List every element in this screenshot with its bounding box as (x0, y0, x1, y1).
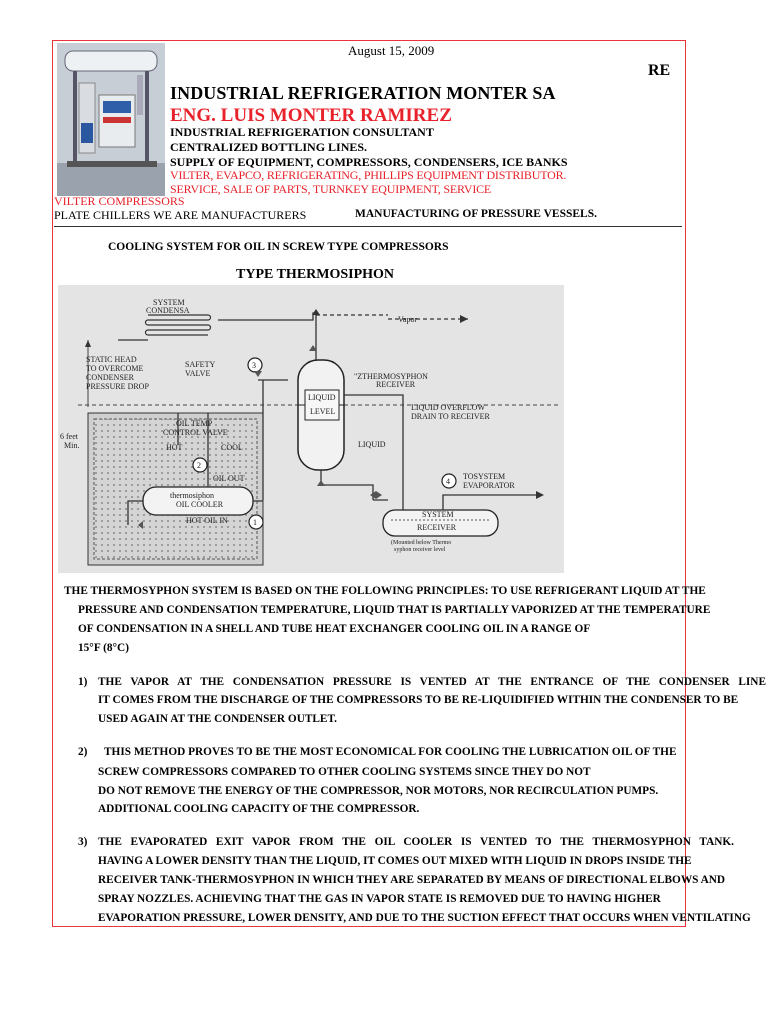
diagram-label: HOT OIL IN (186, 516, 228, 525)
diagram-label: 6 feet (60, 432, 78, 441)
distributor-line: VILTER, EVAPCO, REFRIGERATING, PHILLIPS EQUIPMENT DISTRIBUTOR. (170, 168, 567, 182)
diagram-label: TOSYSTEM (463, 472, 506, 481)
diagram-label: TO OVERCOME (86, 364, 144, 373)
diagram-number: 1 (253, 518, 257, 527)
diagram-label: CONTROL VALVE (163, 428, 228, 437)
diagram-label: OIL COOLER (176, 500, 224, 509)
service-line: INDUSTRIAL REFRIGERATION CONSULTANT (170, 125, 434, 139)
diagram-label: HOT (166, 443, 183, 452)
diagram-label: thermosiphon (170, 491, 214, 500)
thermosiphon-diagram (58, 285, 564, 573)
diagram-label: (Mounted below Thermo (391, 540, 452, 546)
item-line: EVAPORATION PRESSURE, LOWER DENSITY, AND DUE TO THE SUCTION EFFECT THAT OCCURS WHEN VENTILATING (98, 912, 751, 924)
item-number: 3) (78, 836, 88, 848)
diagram-label: LIQUID (358, 440, 386, 449)
diagram-label: SAFETY (185, 360, 216, 369)
diagram-label: SYSTEM (153, 298, 185, 307)
plate-chillers-line: PLATE CHILLERS WE ARE MANUFACTURERS (54, 208, 307, 222)
diagram-label: "ZTHERMOSYPHON (354, 372, 428, 381)
header-divider (54, 226, 682, 227)
item-line: DO NOT REMOVE THE ENERGY OF THE COMPRESSOR, NOR MOTORS, NOR RECIRCULATION PUMPS. (98, 785, 659, 797)
service-line: CENTRALIZED BOTTLING LINES. (170, 140, 368, 154)
diagram-label: LIQUID (308, 393, 336, 402)
item-line: RECEIVER TANK-THERMOSYPHON IN WHICH THEY ARE SEPARATED BY MEANS OF DIRECTIONAL ELBOWS AND (98, 874, 726, 886)
item-line: HAVING A LOWER DENSITY THAN THE LIQUID, IT COMES OUT MIXED WITH LIQUID IN DROPS INSIDE THE (98, 855, 692, 867)
section-title: COOLING SYSTEM FOR OIL IN SCREW TYPE COMPRESSORS (108, 241, 449, 253)
diagram-label: PRESSURE DROP (86, 382, 149, 391)
diagram-label: syphon receiver level (394, 547, 446, 553)
item-number: 1) (78, 676, 88, 688)
diagram-label: EVAPORATOR (463, 481, 515, 490)
diagram-label: OIL OUT (213, 474, 245, 483)
distributor-line: SERVICE, SALE OF PARTS, TURNKEY EQUIPMENT, SERVICE (170, 182, 492, 196)
diagram-label: DRAIN TO RECEIVER (411, 412, 490, 421)
compressor-photo (57, 43, 165, 196)
diagram-label: LEVEL (310, 407, 336, 416)
item-line: USED AGAIN AT THE CONDENSER OUTLET. (98, 713, 337, 725)
intro-line: THE THERMOSYPHON SYSTEM IS BASED ON THE FOLLOWING PRINCIPLES: TO USE REFRIGERANT LIQUID AT THE (64, 585, 706, 597)
diagram-label: VALVE (185, 369, 211, 378)
item-number: 2) (78, 746, 88, 758)
service-line: SUPPLY OF EQUIPMENT, COMPRESSORS, CONDENSERS, ICE BANKS (170, 155, 568, 169)
company-name: INDUSTRIAL REFRIGERATION MONTER SA (170, 83, 556, 103)
intro-line: OF CONDENSATION IN A SHELL AND TUBE HEAT EXCHANGER COOLING OIL IN A RANGE OF (78, 623, 591, 635)
diagram-label: OIL TEMP (176, 419, 213, 428)
item-line: SCREW COMPRESSORS COMPARED TO OTHER COOLING SYSTEMS SINCE THEY DO NOT (98, 766, 591, 778)
item-line: ADDITIONAL COOLING CAPACITY OF THE COMPRESSOR. (98, 803, 420, 815)
diagram-label: Min. (64, 441, 80, 450)
diagram-label: Vapor (398, 315, 418, 324)
pressure-vessels-line: MANUFACTURING OF PRESSURE VESSELS. (355, 208, 597, 220)
diagram-number: 3 (252, 361, 256, 370)
item-line: THIS METHOD PROVES TO BE THE MOST ECONOMICAL FOR COOLING THE LUBRICATION OIL OF THE (104, 746, 677, 758)
diagram-label: LIQUID OVERFLOW (411, 403, 485, 412)
intro-line: 15°F (8°C) (78, 642, 129, 654)
diagram-label: CONDENSA (146, 306, 190, 315)
diagram-number: 2 (197, 461, 201, 470)
engineer-name: ENG. LUIS MONTER RAMIREZ (170, 105, 452, 126)
vilter-line: VILTER COMPRESSORS (54, 194, 185, 208)
item-line: THE EVAPORATED EXIT VAPOR FROM THE OIL COOLER IS VENTED TO THE THERMOSYPHON TANK. (98, 836, 734, 848)
diagram-label: RECEIVER (417, 523, 457, 532)
diagram-number: 4 (446, 477, 450, 486)
diagram-label: SYSTEM (422, 510, 454, 519)
diagram-label: STATIC HEAD (86, 355, 137, 364)
diagram-label: RECEIVER (376, 380, 416, 389)
item-line: SPRAY NOZZLES. ACHIEVING THAT THE GAS IN VAPOR STATE IS REMOVED DUE TO HAVING HIGHER (98, 893, 661, 905)
section-subtitle: TYPE THERMOSIPHON (236, 267, 395, 282)
reference-label: RE (648, 62, 671, 79)
document-date: August 15, 2009 (348, 43, 435, 58)
diagram-label: CONDENSER (86, 373, 135, 382)
item-line: THE VAPOR AT THE CONDENSATION PRESSURE IS VENTED AT THE ENTRANCE OF THE CONDENSER LINE (98, 676, 766, 688)
diagram-label: COOL (221, 443, 243, 452)
intro-line: PRESSURE AND CONDENSATION TEMPERATURE, LIQUID THAT IS PARTIALLY VAPORIZED AT THE TEMPERATURE (78, 604, 711, 616)
item-line: IT COMES FROM THE DISCHARGE OF THE COMPRESSORS TO BE RE-LIQUIDIFIED WITHIN THE CONDENSER TO BE (98, 694, 739, 706)
